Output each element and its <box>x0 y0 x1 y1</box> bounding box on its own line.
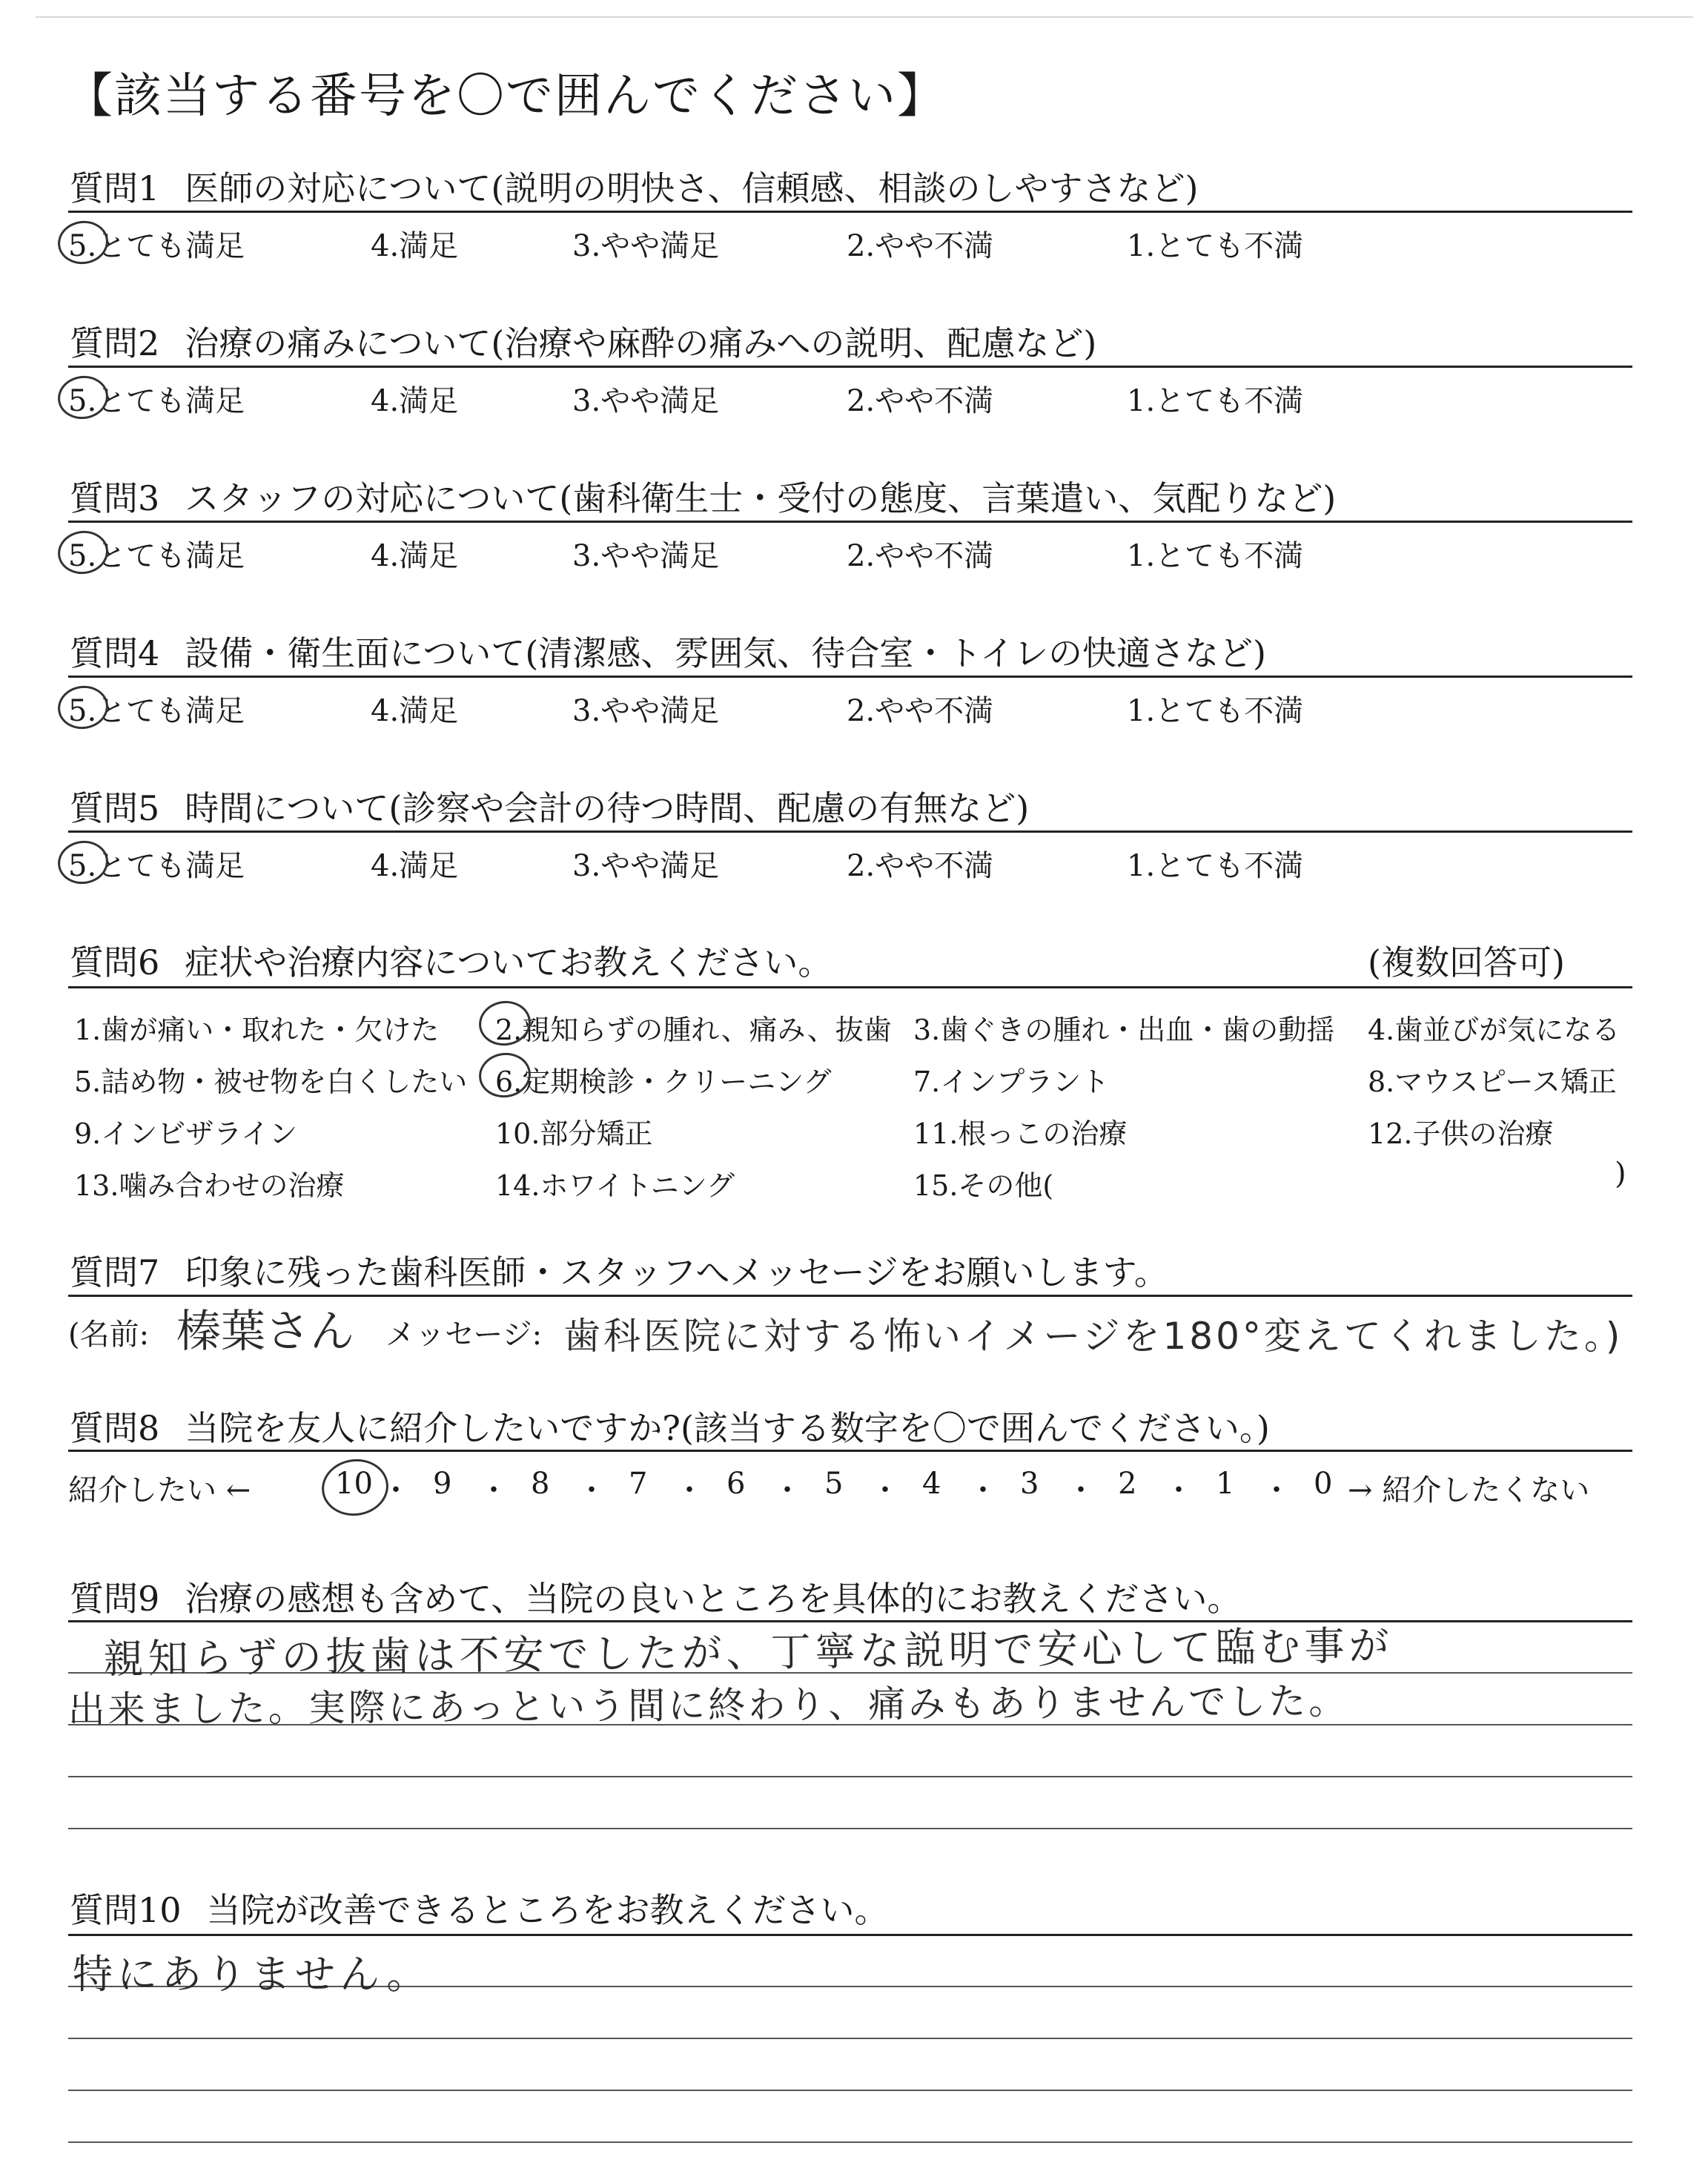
q5-text: 時間について(診察や会計の待つ時間、配慮の有無など) <box>185 788 1030 828</box>
q6-option-3[interactable]: 3.歯ぐきの腫れ・出血・歯の動揺 <box>913 1014 1335 1046</box>
q5-option-4[interactable]: 4.満足 <box>371 849 459 883</box>
q2-option-5[interactable]: 5.とても満足 <box>68 384 245 418</box>
q10-writing-line <box>68 2141 1632 2143</box>
q8-scale-6[interactable]: 6 <box>726 1467 746 1501</box>
q1-option-5[interactable]: 5.とても満足 <box>68 229 245 263</box>
q4-number: 質問4 <box>70 633 160 673</box>
q6-option-6[interactable]: 6.定期検診・クリーニング <box>495 1066 832 1098</box>
q6-option-9[interactable]: 9.インビザライン <box>74 1117 298 1150</box>
top-edge-line <box>36 16 1693 18</box>
q2-text: 治療の痛みについて(治療や麻酔の痛みへの説明、配慮など) <box>185 323 1097 363</box>
q5-number: 質問5 <box>70 788 160 828</box>
q8-scale-separator: ・ <box>577 1473 606 1507</box>
q5-option-2[interactable]: 2.やや不満 <box>847 849 994 883</box>
q5-rule <box>68 830 1632 833</box>
q6-option-15[interactable]: 15.その他( <box>913 1169 1054 1202</box>
q5-option-1[interactable]: 1.とても不満 <box>1127 849 1304 883</box>
q8-title <box>70 1401 1270 1450</box>
q6-rule <box>68 986 1632 988</box>
q8-number: 質問8 <box>70 1408 160 1448</box>
q3-option-2[interactable]: 2.やや不満 <box>847 539 994 573</box>
q7-message-value: 歯科医院に対する怖いイメージを180°変えてくれました。) <box>563 1315 1623 1358</box>
q8-scale-separator: ・ <box>870 1473 900 1507</box>
q5-option-5[interactable]: 5.とても満足 <box>68 849 245 883</box>
q1-option-2[interactable]: 2.やや不満 <box>847 229 994 263</box>
q10-text: 当院が改善できるところをお教えください。 <box>206 1890 889 1930</box>
q5-option-3[interactable]: 3.やや満足 <box>572 849 720 883</box>
q10-number: 質問10 <box>70 1890 182 1930</box>
q2-number: 質問2 <box>70 323 160 363</box>
q8-scale-1[interactable]: 1 <box>1216 1467 1235 1501</box>
q2-option-3[interactable]: 3.やや満足 <box>572 384 720 418</box>
q7-name-value: 榛葉さん <box>176 1306 354 1358</box>
q4-option-5[interactable]: 5.とても満足 <box>68 694 245 728</box>
q6-option-14[interactable]: 14.ホワイトニング <box>495 1169 735 1202</box>
q6-option-2[interactable]: 2.親知らずの腫れ、痛み、抜歯 <box>495 1014 892 1046</box>
q6-other-close: ) <box>1615 1157 1626 1191</box>
q1-option-1[interactable]: 1.とても不満 <box>1127 229 1304 263</box>
q8-scale-7[interactable]: 7 <box>629 1467 648 1501</box>
q6-option-8[interactable]: 8.マウスピース矯正 <box>1368 1066 1617 1098</box>
q2-option-4[interactable]: 4.満足 <box>371 384 459 418</box>
q10-title <box>70 1883 889 1932</box>
q8-scale-separator: ・ <box>1164 1473 1194 1507</box>
q7-text: 印象に残った歯科医師・スタッフへメッセージをお願いします。 <box>185 1252 1168 1292</box>
q8-right-label: → 紹介したくない <box>1348 1473 1590 1507</box>
q10-writing-line <box>68 2090 1632 2091</box>
q9-writing-line <box>68 1776 1632 1777</box>
q3-option-5[interactable]: 5.とても満足 <box>68 539 245 573</box>
q9-answer-line-2: 出来ました。実際にあっという間に終わり、痛みもありませんでした。 <box>67 1679 1349 1731</box>
page-header: 【該当する番号を〇で囲んでください】 <box>65 69 946 124</box>
q4-option-1[interactable]: 1.とても不満 <box>1127 694 1304 728</box>
q9-text: 治療の感想も含めて、当院の良いところを具体的にお教えください。 <box>185 1579 1242 1619</box>
q1-rule <box>68 211 1632 213</box>
q8-scale-0[interactable]: 0 <box>1314 1467 1333 1501</box>
q10-answer-line-1: 特にありません。 <box>73 1951 431 1998</box>
q6-option-1[interactable]: 1.歯が痛い・取れた・欠けた <box>74 1014 440 1046</box>
q3-number: 質問3 <box>70 478 160 518</box>
q8-scale-separator: ・ <box>381 1473 411 1507</box>
q3-rule <box>68 521 1632 523</box>
q6-multiple-note: (複数回答可) <box>1368 942 1565 982</box>
q4-option-4[interactable]: 4.満足 <box>371 694 459 728</box>
q6-number: 質問6 <box>70 942 160 982</box>
q6-text: 症状や治療内容についてお教えください。 <box>185 942 833 982</box>
q10-writing-line <box>68 2038 1632 2039</box>
q8-scale-10[interactable]: 10 <box>335 1467 373 1501</box>
q2-title <box>70 317 1096 366</box>
q6-option-10[interactable]: 10.部分矯正 <box>495 1117 653 1150</box>
q1-option-3[interactable]: 3.やや満足 <box>572 229 720 263</box>
q7-title <box>70 1246 1168 1295</box>
q1-option-4[interactable]: 4.満足 <box>371 229 459 263</box>
q4-option-3[interactable]: 3.やや満足 <box>572 694 720 728</box>
q4-text: 設備・衛生面について(清潔感、雰囲気、待合室・トイレの快適さなど) <box>185 633 1266 673</box>
q2-rule <box>68 366 1632 368</box>
q1-text: 医師の対応について(説明の明快さ、信頼感、相談のしやすさなど) <box>185 168 1199 208</box>
q8-scale-separator: ・ <box>479 1473 509 1507</box>
q3-option-3[interactable]: 3.やや満足 <box>572 539 720 573</box>
q3-option-4[interactable]: 4.満足 <box>371 539 459 573</box>
q8-scale-separator: ・ <box>675 1473 704 1507</box>
q6-option-13[interactable]: 13.噛み合わせの治療 <box>74 1169 345 1202</box>
q4-title <box>70 627 1266 676</box>
q7-number: 質問7 <box>70 1252 160 1292</box>
q8-scale-8[interactable]: 8 <box>531 1467 550 1501</box>
q9-number: 質問9 <box>70 1579 160 1619</box>
q3-option-1[interactable]: 1.とても不満 <box>1127 539 1304 573</box>
q8-scale-3[interactable]: 3 <box>1020 1467 1039 1501</box>
q5-title <box>70 782 1029 830</box>
q8-scale-separator: ・ <box>968 1473 998 1507</box>
q7-message-label: メッセージ: <box>385 1318 543 1352</box>
q6-option-11[interactable]: 11.根っこの治療 <box>913 1117 1128 1150</box>
q8-rule <box>68 1450 1632 1452</box>
q8-left-label: 紹介したい ← <box>68 1473 251 1507</box>
q6-option-7[interactable]: 7.インプラント <box>913 1066 1110 1098</box>
q3-text: スタッフの対応について(歯科衛生士・受付の態度、言葉遣い、気配りなど) <box>185 478 1337 518</box>
q8-scale-2[interactable]: 2 <box>1118 1467 1137 1501</box>
q8-scale-5[interactable]: 5 <box>824 1467 844 1501</box>
q8-scale-separator: ・ <box>1066 1473 1096 1507</box>
q8-scale-separator: ・ <box>772 1473 802 1507</box>
q10-rule <box>68 1934 1632 1936</box>
q3-title <box>70 472 1336 521</box>
q4-option-2[interactable]: 2.やや不満 <box>847 694 994 728</box>
q8-scale-separator: ・ <box>1262 1473 1291 1507</box>
q6-option-4[interactable]: 4.歯並びが気になる <box>1368 1014 1621 1046</box>
q8-scale-9[interactable]: 9 <box>433 1467 452 1501</box>
q1-number: 質問1 <box>70 168 160 208</box>
q8-scale-4[interactable]: 4 <box>922 1467 941 1501</box>
q6-option-5[interactable]: 5.詰め物・被せ物を白くしたい <box>74 1066 468 1098</box>
q2-option-2[interactable]: 2.やや不満 <box>847 384 994 418</box>
q6-title <box>70 936 832 985</box>
q9-answer-line-1: 親知らずの抜歯は不安でしたが、丁寧な説明で安心して臨む事が <box>103 1622 1394 1683</box>
q2-option-1[interactable]: 1.とても不満 <box>1127 384 1304 418</box>
q1-title <box>70 162 1198 211</box>
q8-text: 当院を友人に紹介したいですか?(該当する数字を〇で囲んでください。) <box>185 1408 1270 1448</box>
q7-name-label: (名前: <box>68 1318 150 1352</box>
q4-rule <box>68 676 1632 678</box>
q9-writing-line <box>68 1828 1632 1829</box>
q9-title <box>70 1572 1241 1621</box>
q6-option-12[interactable]: 12.子供の治療 <box>1368 1117 1554 1150</box>
